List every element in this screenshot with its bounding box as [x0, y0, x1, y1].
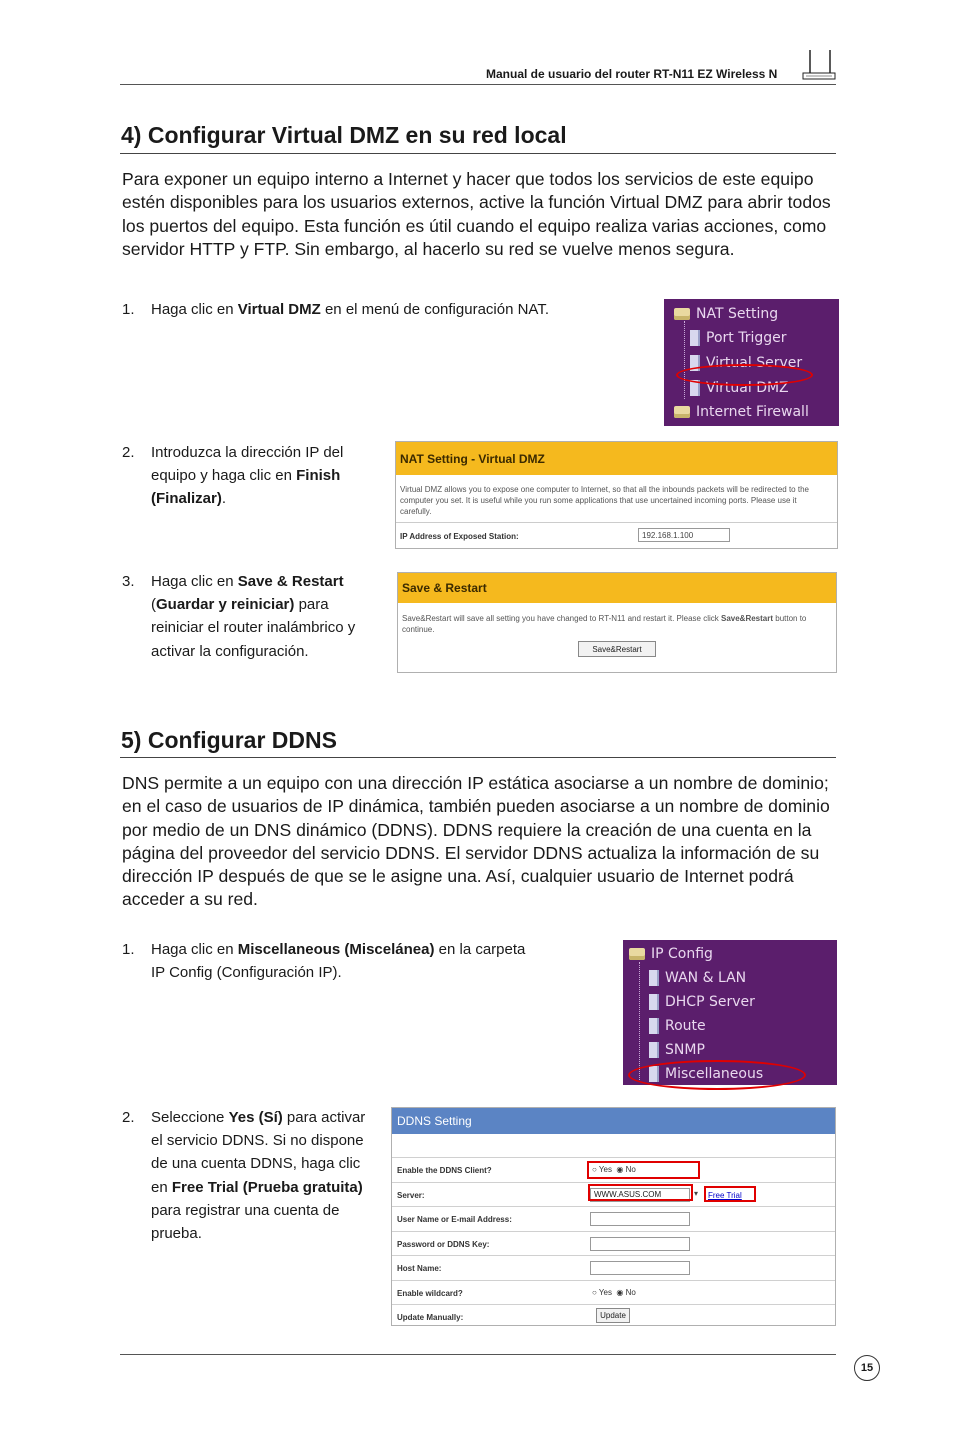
- highlight-ellipse: [628, 1060, 806, 1090]
- panel-title: Save & Restart: [398, 573, 836, 603]
- highlight-box: [704, 1186, 756, 1202]
- step-number: 3.: [122, 573, 135, 590]
- section5-heading-rule: [120, 757, 836, 758]
- radio-no-label: No: [625, 1165, 636, 1174]
- menu-item-label: WAN & LAN: [665, 970, 747, 986]
- ddns-row-hostname: [392, 1256, 835, 1281]
- menu-item-dhcp-server[interactable]: [649, 990, 755, 1014]
- menu-item-snmp[interactable]: [649, 1038, 705, 1062]
- section4-step2: [122, 441, 377, 511]
- step-bold: Free Trial (Prueba gratuita): [171, 1178, 363, 1196]
- ddns-row-password: [392, 1232, 835, 1257]
- menu-item-nat-setting[interactable]: [674, 302, 778, 326]
- step-text: Seleccione: [151, 1109, 229, 1126]
- footer-rule: [120, 1354, 836, 1355]
- highlight-ellipse: [676, 364, 813, 386]
- row-label: Server:: [397, 1190, 425, 1200]
- panel-description: Virtual DMZ allows you to expose one computer to Internet, so that all the inbounds packets will be redirected to the computer you set. It is useful while you run some applications that use uncertained incoming ports. Please use it carefully.: [400, 485, 809, 516]
- nat-menu-screenshot: [664, 299, 839, 426]
- section5-intro: DNS permite a un equipo con una dirección IP estática asociarse a un nombre de dominio; en el caso de usuarios de IP dinámica, también pueden asociarse a un nombre de dominio por medio de un DNS dinámico (DDNS). DDNS requiere la creación de una cuenta en la página del proveedor del servicio DDNS. El servidor DDNS actualiza la información de su dirección IP después de que se le asigne una. Así, cualquier usuario de Internet podrá acceder a su red.: [122, 773, 830, 910]
- wildcard-radio[interactable]: ○ Yes ◉ No: [592, 1287, 636, 1297]
- ddns-row-username: [392, 1207, 835, 1232]
- step-bold: Save & Restart: [237, 573, 344, 590]
- update-button[interactable]: Update: [596, 1308, 630, 1323]
- row-label: Password or DDNS Key:: [397, 1239, 490, 1249]
- page-icon: [690, 330, 700, 346]
- step-text: en el menú de configuración NAT.: [320, 301, 549, 318]
- section4-heading-rule: [120, 153, 836, 154]
- step-number: 1.: [122, 301, 135, 318]
- section4-heading: 4) Configurar Virtual DMZ en su red local: [121, 122, 567, 148]
- radio-no-label: No: [625, 1287, 636, 1297]
- section5-step2: [122, 1106, 377, 1245]
- panel-description: [402, 613, 827, 635]
- step-bold: Yes (Sí): [228, 1109, 283, 1126]
- page-number: 15: [854, 1355, 880, 1381]
- step-bold: Virtual DMZ: [237, 301, 321, 318]
- menu-item-route[interactable]: [649, 1014, 706, 1038]
- folder-icon: [674, 406, 690, 418]
- menu-item-wan-lan[interactable]: [649, 966, 746, 990]
- step-text: en la carpeta IP Config (Configuración IP).: [151, 941, 526, 982]
- folder-icon: [629, 948, 645, 960]
- step-text: Haga clic en: [151, 573, 238, 590]
- virtual-dmz-panel: [395, 441, 838, 549]
- username-input[interactable]: [590, 1212, 690, 1226]
- ddns-row-update: [392, 1305, 835, 1330]
- page-icon: [649, 970, 659, 986]
- radio-yes-label: Yes: [598, 1165, 612, 1174]
- radio-yes-label: Yes: [598, 1287, 612, 1297]
- page-icon: [649, 994, 659, 1010]
- menu-item-label: SNMP: [665, 1042, 705, 1058]
- highlight-box: [587, 1161, 700, 1179]
- section5-heading: 5) Configurar DDNS: [121, 727, 337, 753]
- router-icon: [800, 48, 836, 82]
- section4-step1: [122, 298, 622, 321]
- menu-item-label: Miscellaneous: [665, 1066, 764, 1082]
- menu-item-port-trigger[interactable]: [690, 326, 787, 350]
- menu-item-label: IP Config: [651, 946, 713, 962]
- menu-item-label: Port Trigger: [706, 330, 787, 346]
- desc-text: button to continue.: [402, 614, 807, 634]
- page-icon: [649, 1018, 659, 1034]
- section4-intro: Para exponer un equipo interno a Internet y hacer que todos los servicios de este equipo estén disponibles para los usuarios externos, active la función Virtual DMZ para abrir todos los puertos del equipo. Esta función es útil cuando el equipo realiza varias acciones, como servidor HTTP y FTP. Sin embargo, al hacerlo su red se vuelve menos segura.: [122, 169, 831, 259]
- row-label: Enable the DDNS Client?: [397, 1166, 492, 1175]
- folder-icon: [674, 308, 690, 320]
- enable-ddns-radio[interactable]: ○ Yes ◉ No: [592, 1165, 636, 1174]
- field-label: IP Address of Exposed Station:: [400, 532, 519, 541]
- step-number: 2.: [122, 1109, 135, 1126]
- ip-address-input[interactable]: 192.168.1.100: [638, 528, 730, 542]
- menu-item-label: Virtual Server: [706, 355, 803, 371]
- row-label: Host Name:: [397, 1264, 442, 1273]
- desc-text: Save&Restart will save all setting you have changed to RT-N11 and restart it. Please click: [402, 614, 721, 623]
- free-trial-link[interactable]: Free Trial: [708, 1190, 742, 1200]
- highlight-box: [588, 1184, 693, 1201]
- section5-step1: [122, 938, 532, 984]
- step-bold: Guardar y reiniciar): [156, 596, 295, 614]
- step-text: para activar el servicio DDNS. Si no dispone de una cuenta DDNS, haga clic en: [151, 1109, 366, 1196]
- step-text: .: [221, 490, 227, 508]
- step-text: para reiniciar el router inalámbrico y activar la configuración.: [151, 596, 356, 660]
- step-text: Haga clic en: [151, 301, 238, 318]
- section4-step3: [122, 570, 382, 663]
- row-label: Enable wildcard?: [397, 1288, 463, 1298]
- row-label: Update Manually:: [397, 1313, 464, 1322]
- step-text: Introduzca la dirección IP del equipo y haga clic en: [151, 444, 344, 485]
- chevron-down-icon: ▾: [694, 1188, 699, 1198]
- menu-item-ip-config[interactable]: [629, 942, 713, 966]
- server-select[interactable]: WWW.ASUS.COM: [590, 1188, 690, 1202]
- header-rule: [120, 84, 836, 85]
- panel-title: DDNS Setting: [392, 1108, 835, 1134]
- menu-item-label: Virtual DMZ: [706, 380, 789, 396]
- step-bold: Finish (Finalizar): [151, 467, 341, 508]
- step-number: 1.: [122, 941, 135, 958]
- page-icon: [649, 1042, 659, 1058]
- ddns-row-wildcard: [392, 1281, 835, 1306]
- step-number: 2.: [122, 444, 135, 461]
- save-restart-button[interactable]: Save&Restart: [578, 641, 656, 657]
- ddns-setting-panel: [391, 1107, 836, 1326]
- desc-bold: Save&Restart: [720, 614, 774, 623]
- menu-item-label: DHCP Server: [665, 994, 755, 1010]
- running-header: Manual de usuario del router RT-N11 EZ Wireless N: [486, 67, 778, 81]
- panel-title: NAT Setting - Virtual DMZ: [396, 442, 837, 475]
- menu-item-label: NAT Setting: [696, 306, 779, 322]
- step-text: Haga clic en: [151, 941, 238, 958]
- menu-item-internet-firewall[interactable]: [674, 400, 809, 424]
- step-text: para registrar una cuenta de prueba.: [151, 1201, 340, 1243]
- password-input[interactable]: [590, 1237, 690, 1251]
- menu-item-label: Internet Firewall: [696, 404, 809, 420]
- menu-item-label: Route: [665, 1018, 706, 1034]
- save-restart-panel: [397, 572, 837, 673]
- step-text: (: [151, 596, 156, 614]
- hostname-input[interactable]: [590, 1261, 690, 1275]
- row-label: User Name or E-mail Address:: [397, 1215, 512, 1224]
- step-bold: Miscellaneous (Miscelánea): [237, 941, 435, 958]
